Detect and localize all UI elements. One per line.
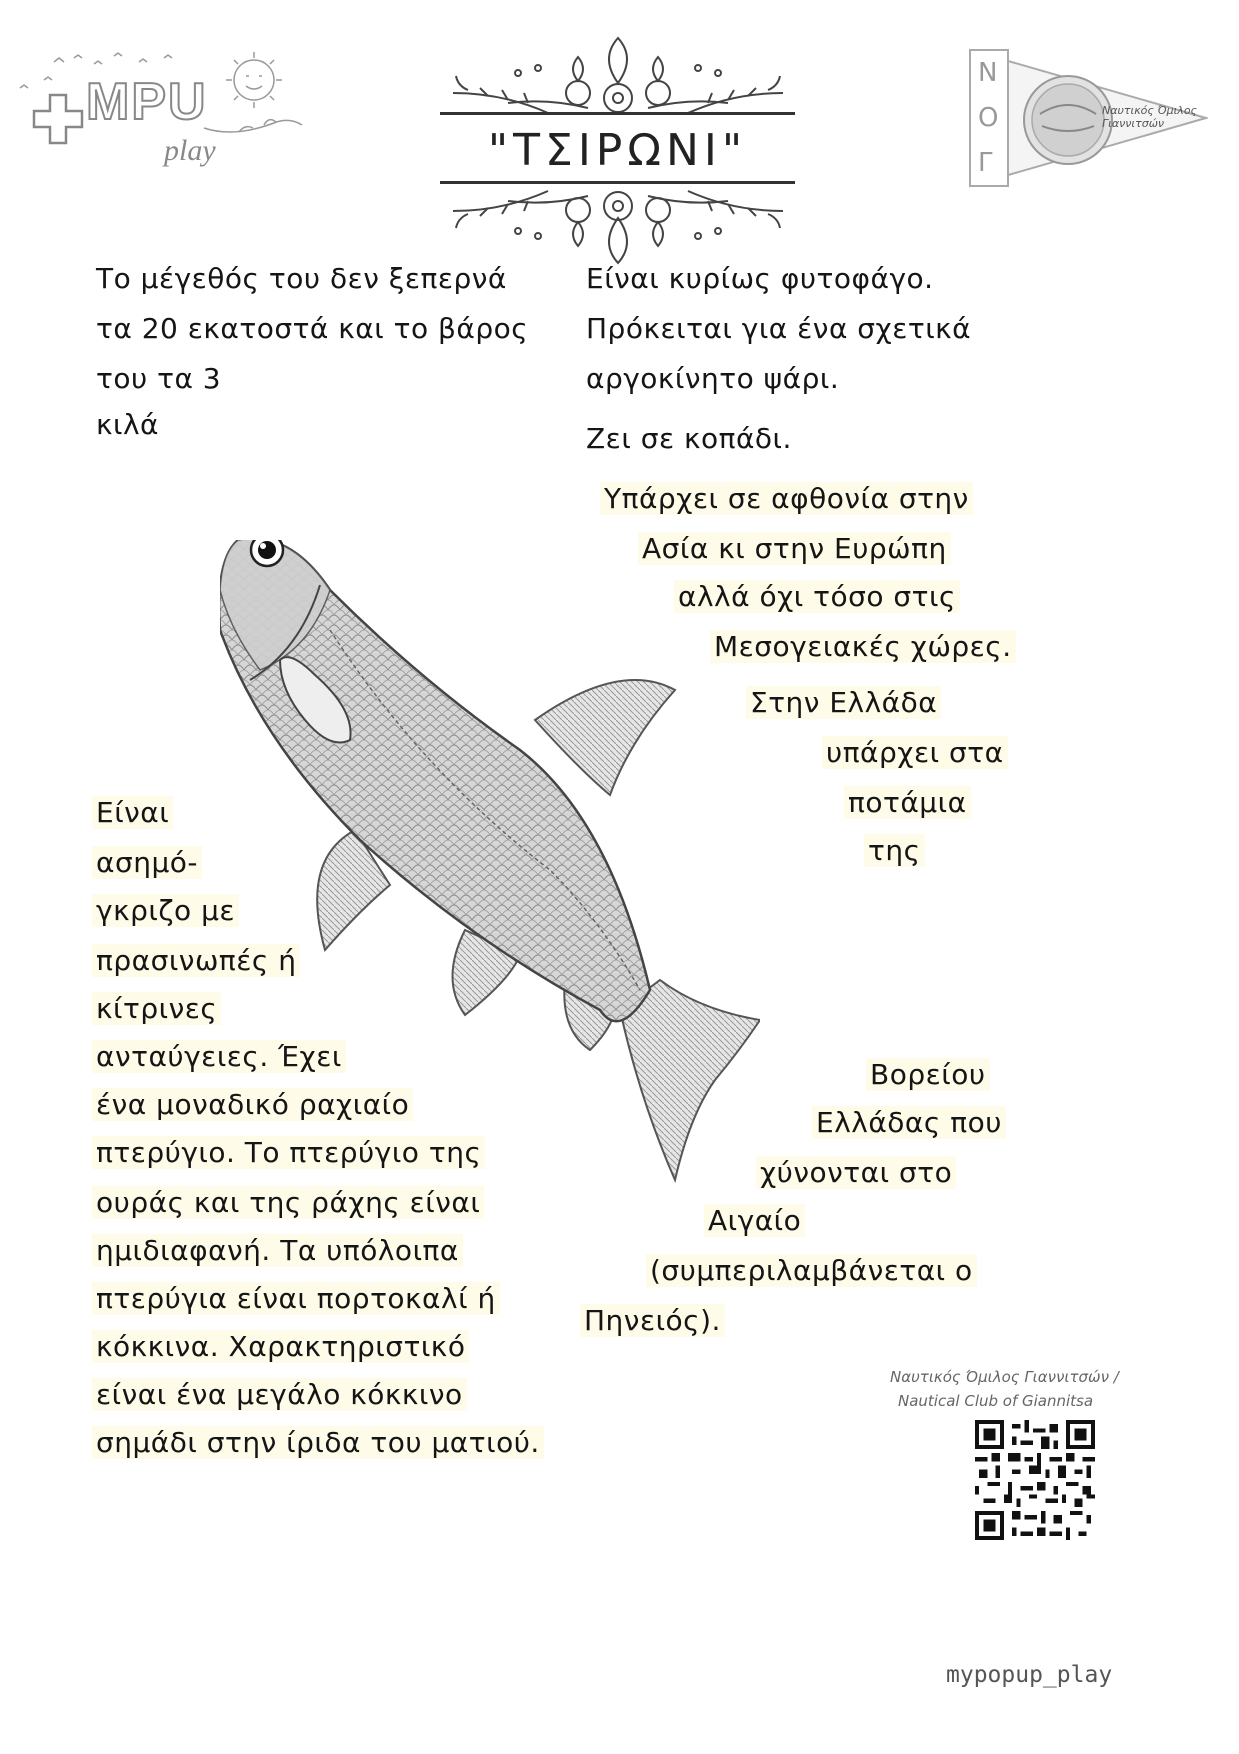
color-line-2: ασημό- — [92, 846, 202, 879]
north-line-6: Πηνειός). — [580, 1304, 725, 1337]
mpu-play-logo — [14, 50, 314, 180]
range-line-2: Ασία κι στην Ευρώπη — [638, 532, 951, 565]
north-line-2: Ελλάδας που — [812, 1106, 1006, 1139]
range-line-1: Υπάρχει σε αφθονία στην — [600, 482, 973, 515]
diet-line-2: Πρόκειται για ένα σχετικά — [586, 312, 972, 345]
color-line-11: πτερύγια είναι πορτοκαλί ή — [92, 1282, 500, 1315]
mpu-logo-subtext: play — [164, 134, 216, 167]
color-line-7: ένα μοναδικό ραχιαίο — [92, 1088, 413, 1121]
title-frame — [440, 112, 795, 184]
herd-text: Ζει σε κοπάδι. — [586, 422, 792, 455]
pennant-letter-n: Ν — [978, 58, 998, 88]
nautical-club-pennant — [968, 48, 1208, 198]
mpu-logo-text: MPU — [86, 73, 208, 131]
social-handle: mypopup_play — [946, 1662, 1113, 1688]
north-line-5: (συμπεριλαμβάνεται ο — [646, 1254, 977, 1287]
size-line-4: κιλά — [96, 408, 160, 441]
color-line-14: σημάδι στην ίριδα του ματιού. — [92, 1426, 544, 1459]
pennant-letter-o: Ο — [978, 103, 999, 133]
club-caption-greek: Ναυτικός Όμιλος Γιαννιτσών / — [890, 1368, 1119, 1386]
size-line-3: του τα 3 — [96, 362, 222, 395]
pennant-letter-g: Γ — [978, 148, 993, 178]
size-line-2: τα 20 εκατοστά και το βάρος — [96, 312, 529, 345]
club-caption-english: Nautical Club of Giannitsa — [898, 1392, 1094, 1410]
size-line-1: Το μέγεθός του δεν ξεπερνά — [96, 262, 507, 295]
pennant-club-name: Ναυτικός Όμιλος Γιαννιτσών — [1102, 104, 1198, 130]
color-line-1: Είναι — [92, 796, 173, 829]
color-line-10: ημιδιαφανή. Τα υπόλοιπα — [92, 1234, 463, 1267]
color-line-12: κόκκινα. Χαρακτηριστικό — [92, 1330, 469, 1363]
diet-line-3: αργοκίνητο ψάρι. — [586, 362, 840, 395]
north-line-3: χύνονται στο — [756, 1156, 956, 1189]
range-line-4: Μεσογειακές χώρες. — [710, 630, 1016, 663]
north-line-1: Βορείου — [866, 1058, 990, 1091]
range-line-3: αλλά όχι τόσο στις — [674, 580, 960, 613]
color-line-9: ουράς και της ράχης είναι — [92, 1186, 484, 1219]
north-line-4: Αιγαίο — [704, 1204, 805, 1237]
page-title: "ΤΣΙΡΩΝΙ" — [487, 125, 748, 176]
color-line-5: κίτρινες — [92, 992, 221, 1025]
color-line-8: πτερύγιο. Το πτερύγιο της — [92, 1136, 485, 1169]
greece-line-1: Στην Ελλάδα — [746, 686, 941, 719]
color-line-3: γκριζο με — [92, 894, 239, 927]
greece-line-4: της — [864, 834, 925, 867]
diet-line-1: Είναι κυρίως φυτοφάγο. — [586, 262, 934, 295]
greece-line-3: ποτάμια — [844, 786, 971, 819]
color-line-13: είναι ένα μεγάλο κόκκινο — [92, 1378, 467, 1411]
qr-code[interactable] — [975, 1420, 1095, 1540]
color-line-6: ανταύγειες. Έχει — [92, 1040, 346, 1073]
color-line-4: πρασινωπές ή — [92, 944, 300, 977]
greece-line-2: υπάρχει στα — [822, 736, 1008, 769]
